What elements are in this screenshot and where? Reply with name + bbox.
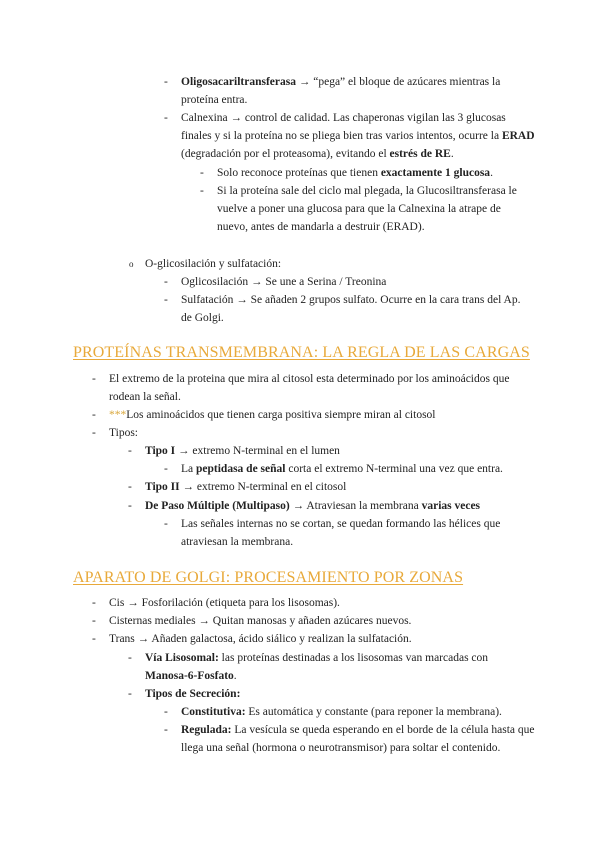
bullet-circle: o — [129, 259, 134, 269]
list-item-tipos-secrecion: Tipos de Secreción: — [145, 688, 241, 700]
list-item-text: proteína entra. — [181, 94, 248, 106]
note-stars: *** — [109, 409, 127, 421]
list-item-text: Oglicosilación → Se une a Serina / Treonina — [181, 276, 387, 288]
list-item-cis: Cis → Fosforilación (etiqueta para los lisosomas). — [109, 597, 340, 609]
list-item-text: Sulfatación → Se añaden 2 grupos sulfato. Ocurre en la cara trans del Ap. — [181, 294, 521, 306]
list-item-text: (degradación por el proteasoma), evitando el estrés de RE. — [181, 148, 454, 160]
list-item-calnexina: Calnexina → control de calidad. Las chaperonas vigilan las 3 glucosas — [181, 112, 506, 124]
bullet-dash: - — [164, 518, 168, 530]
bullet-dash: - — [92, 633, 96, 645]
list-item-text: Tipos: — [109, 427, 138, 439]
bullet-dash: - — [164, 724, 168, 736]
bullet-dash: - — [128, 688, 132, 700]
list-item-via-lisosomal: Vía Lisosomal: las proteínas destinadas a los lisosomas van marcadas con — [145, 652, 489, 664]
sub-list-item: Las señales internas no se cortan, se quedan formando las hélices que — [181, 518, 501, 530]
list-item-tipo-2: Tipo II → extremo N-terminal en el citosol — [145, 481, 347, 493]
bullet-dash: - — [92, 427, 96, 439]
list-item-multipaso: De Paso Múltiple (Multipaso) → Atraviesan la membrana varias veces — [145, 500, 481, 512]
bullet-dash: - — [128, 652, 132, 664]
sub-list-item-text: atraviesan la membrana. — [181, 536, 294, 548]
list-item-oligosacariltransferasa: Oligosacariltransferasa → “pega” el bloque de azúcares mientras la — [181, 76, 501, 88]
bullet-dash: - — [92, 615, 96, 627]
bullet-dash: - — [128, 445, 132, 457]
sub-list-item: Si la proteína sale del ciclo mal plegada, la Glucosiltransferasa le — [217, 185, 517, 197]
bullet-dash: - — [200, 167, 204, 179]
bullet-dash: - — [128, 500, 132, 512]
sub-list-item: Solo reconoce proteínas que tienen exactamente 1 glucosa. — [217, 167, 493, 179]
list-item-mediales: Cisternas mediales → Quitan manosas y añaden azúcares nuevos. — [109, 615, 412, 627]
list-item-text: ***Los aminoácidos que tienen carga positiva siempre miran al citosol — [109, 409, 436, 421]
list-item-text: El extremo de la proteina que mira al citosol esta determinado por los aminoácidos que — [109, 373, 510, 385]
sub-list-item-regulada: Regulada: La vesícula se queda esperando en el borde de la célula hasta que — [181, 724, 535, 736]
list-item-tipo-1: Tipo I → extremo N-terminal en el lumen — [145, 445, 340, 457]
sub-list-item: La peptidasa de señal corta el extremo N-terminal una vez que entra. — [181, 463, 503, 475]
bullet-dash: - — [164, 276, 168, 288]
list-item-text: Manosa-6-Fosfato. — [145, 670, 237, 682]
bullet-dash: - — [92, 409, 96, 421]
section-heading-golgi: APARATO DE GOLGI: PROCESAMIENTO POR ZONAS — [73, 569, 464, 586]
section-heading-transmembrana: PROTEÍNAS TRANSMEMBRANA: LA REGLA DE LAS CARGAS — [73, 344, 530, 361]
list-item-text: de Golgi. — [181, 312, 224, 324]
sub-list-item-text: llega una señal (hormona o neurotransmisor) para soltar el contenido. — [181, 742, 501, 754]
list-item-text: rodean la señal. — [109, 391, 181, 403]
list-item-text: finales y si la proteína no se pliega bien tras varios intentos, ocurre la ERAD — [181, 130, 535, 142]
bullet-dash: - — [164, 706, 168, 718]
bullet-dash: - — [164, 112, 168, 124]
sub-list-item-text: vuelve a poner una glucosa para que la Calnexina la atrape de — [217, 203, 501, 215]
sub-list-item-constitutiva: Constitutiva: Es automática y constante (para reponer la membrana). — [181, 706, 502, 718]
list-item-trans: Trans → Añaden galactosa, ácido siálico y realizan la sulfatación. — [109, 633, 412, 645]
bullet-dash: - — [92, 373, 96, 385]
bullet-dash: - — [164, 76, 168, 88]
bullet-dash: - — [128, 481, 132, 493]
list-item-oglicosilacion: O-glicosilación y sulfatación: — [145, 258, 282, 270]
sub-list-item-text: nuevo, antes de mandarla a destruir (ERAD). — [217, 221, 425, 233]
bullet-dash: - — [92, 597, 96, 609]
bullet-dash: - — [200, 185, 204, 197]
bullet-dash: - — [164, 294, 168, 306]
bullet-dash: - — [164, 463, 168, 475]
